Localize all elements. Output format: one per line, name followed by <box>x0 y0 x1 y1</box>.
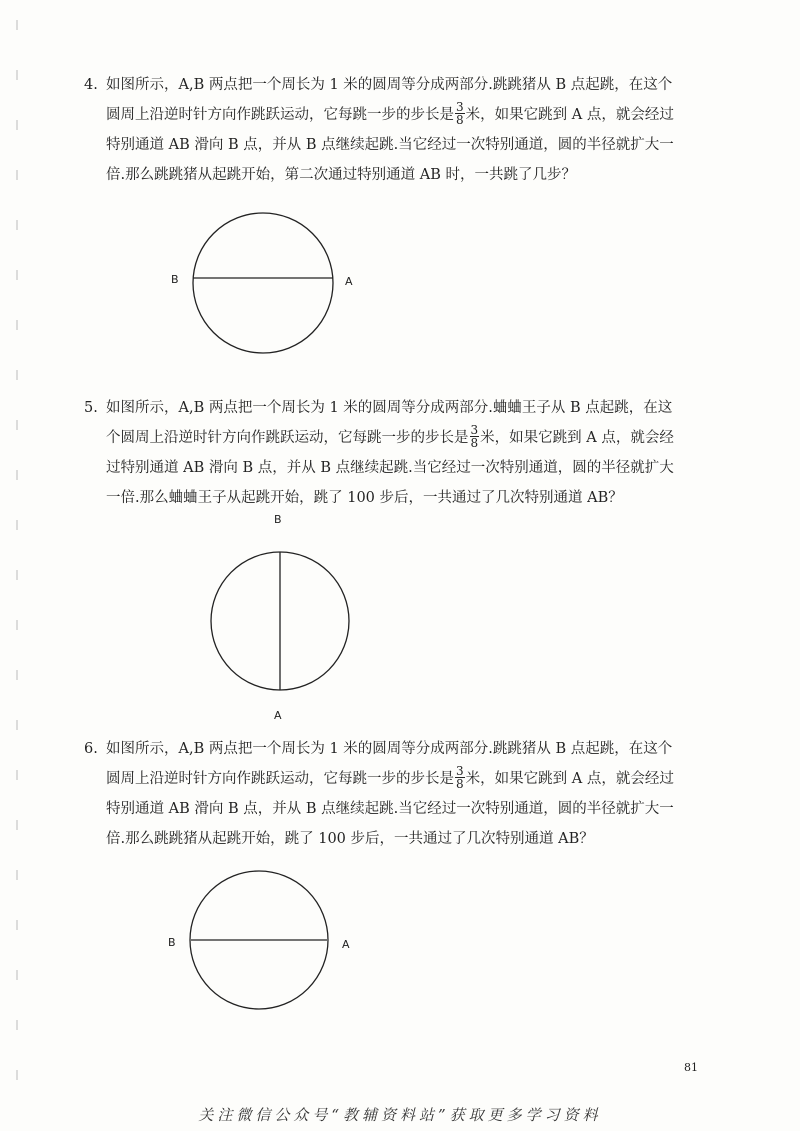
circle-outline <box>193 213 333 353</box>
problem-line: 倍.那么跳跳猪从起跳开始，第二次通过特别通道 AB 时，一共跳了几步？ <box>106 167 576 183</box>
problem-number: 5. <box>84 400 98 416</box>
problem-5 <box>84 393 724 513</box>
problem-line: 倍.那么跳跳猪从起跳开始，跳了 100 步后，一共通过了几次特别通道 AB？ <box>106 831 594 847</box>
problem-line: 如图所示，A,B 两点把一个周长为 1 米的圆周等分成两部分.蛐蛐王子从 B 点起跳，在这 <box>106 400 673 416</box>
problem-line: 过特别通道 AB 滑向 B 点，并从 B 点继续起跳.当它经过一次特别通道，圆的半径就扩大 <box>106 460 674 476</box>
problem-line: 特别通道 AB 滑向 B 点，并从 B 点继续起跳.当它经过一次特别通道，圆的半径就扩大一 <box>106 137 674 153</box>
page-number: 81 <box>684 1061 698 1074</box>
problem-line: 如图所示，A,B 两点把一个周长为 1 米的圆周等分成两部分.跳跳猪从 B 点起跳，在这个 <box>106 741 673 757</box>
problem-line: 特别通道 AB 滑向 B 点，并从 B 点继续起跳.当它经过一次特别通道，圆的半径就扩大一 <box>106 801 674 817</box>
fraction-numerator: 3 <box>456 99 464 114</box>
fraction-denominator: 8 <box>470 435 479 450</box>
point-a-label: A <box>274 709 282 722</box>
fraction-denominator: 8 <box>456 776 464 791</box>
point-a-label: A <box>345 275 353 288</box>
circle-diagram-5 <box>200 508 370 723</box>
circle-figure <box>160 864 370 1024</box>
problem-line: 圆周上沿逆时针方向作跳跃运动，它每跳一步的步长是 <box>106 771 454 787</box>
circle-diagram-4 <box>162 200 372 380</box>
circle-diagram-6 <box>160 864 370 1024</box>
binding-margin-ticks <box>14 0 20 1131</box>
point-b-label: B <box>171 273 179 286</box>
problem-line: 米，如果它跳到 A 点，就会经 <box>480 430 674 446</box>
problem-6 <box>84 734 724 854</box>
problem-5-text <box>84 393 724 513</box>
problem-line: 米，如果它跳到 A 点，就会经过 <box>465 107 674 123</box>
problem-line: 米，如果它跳到 A 点，就会经过 <box>465 771 674 787</box>
fraction-numerator: 3 <box>470 422 479 437</box>
problem-line: 如图所示，A,B 两点把一个周长为 1 米的圆周等分成两部分.跳跳猪从 B 点起跳，在这个 <box>106 77 673 93</box>
problem-number: 4. <box>84 77 98 93</box>
problem-4-text <box>84 70 724 190</box>
problem-number: 6. <box>84 741 98 757</box>
fraction <box>455 101 465 126</box>
fraction <box>470 424 480 449</box>
problem-line: 圆周上沿逆时针方向作跳跃运动，它每跳一步的步长是 <box>106 107 454 123</box>
point-a-label: A <box>342 938 350 951</box>
fraction <box>455 765 465 790</box>
problem-line: 个圆周上沿逆时针方向作跳跃运动，它每跳一步的步长是 <box>106 430 469 446</box>
point-b-label: B <box>274 513 282 526</box>
circle-figure <box>162 200 372 380</box>
circle-figure <box>200 508 370 723</box>
problem-6-text <box>84 734 724 854</box>
point-b-label: B <box>168 936 176 949</box>
problem-4 <box>84 70 724 190</box>
problem-line: 一倍.那么蛐蛐王子从起跳开始，跳了 100 步后，一共通过了几次特别通道 AB？ <box>106 490 623 506</box>
fraction-denominator: 8 <box>456 112 464 127</box>
fraction-numerator: 3 <box>456 763 464 778</box>
footer-watermark-note: 关注微信公众号“教辅资料站”获取更多学习资料 <box>198 1106 602 1124</box>
